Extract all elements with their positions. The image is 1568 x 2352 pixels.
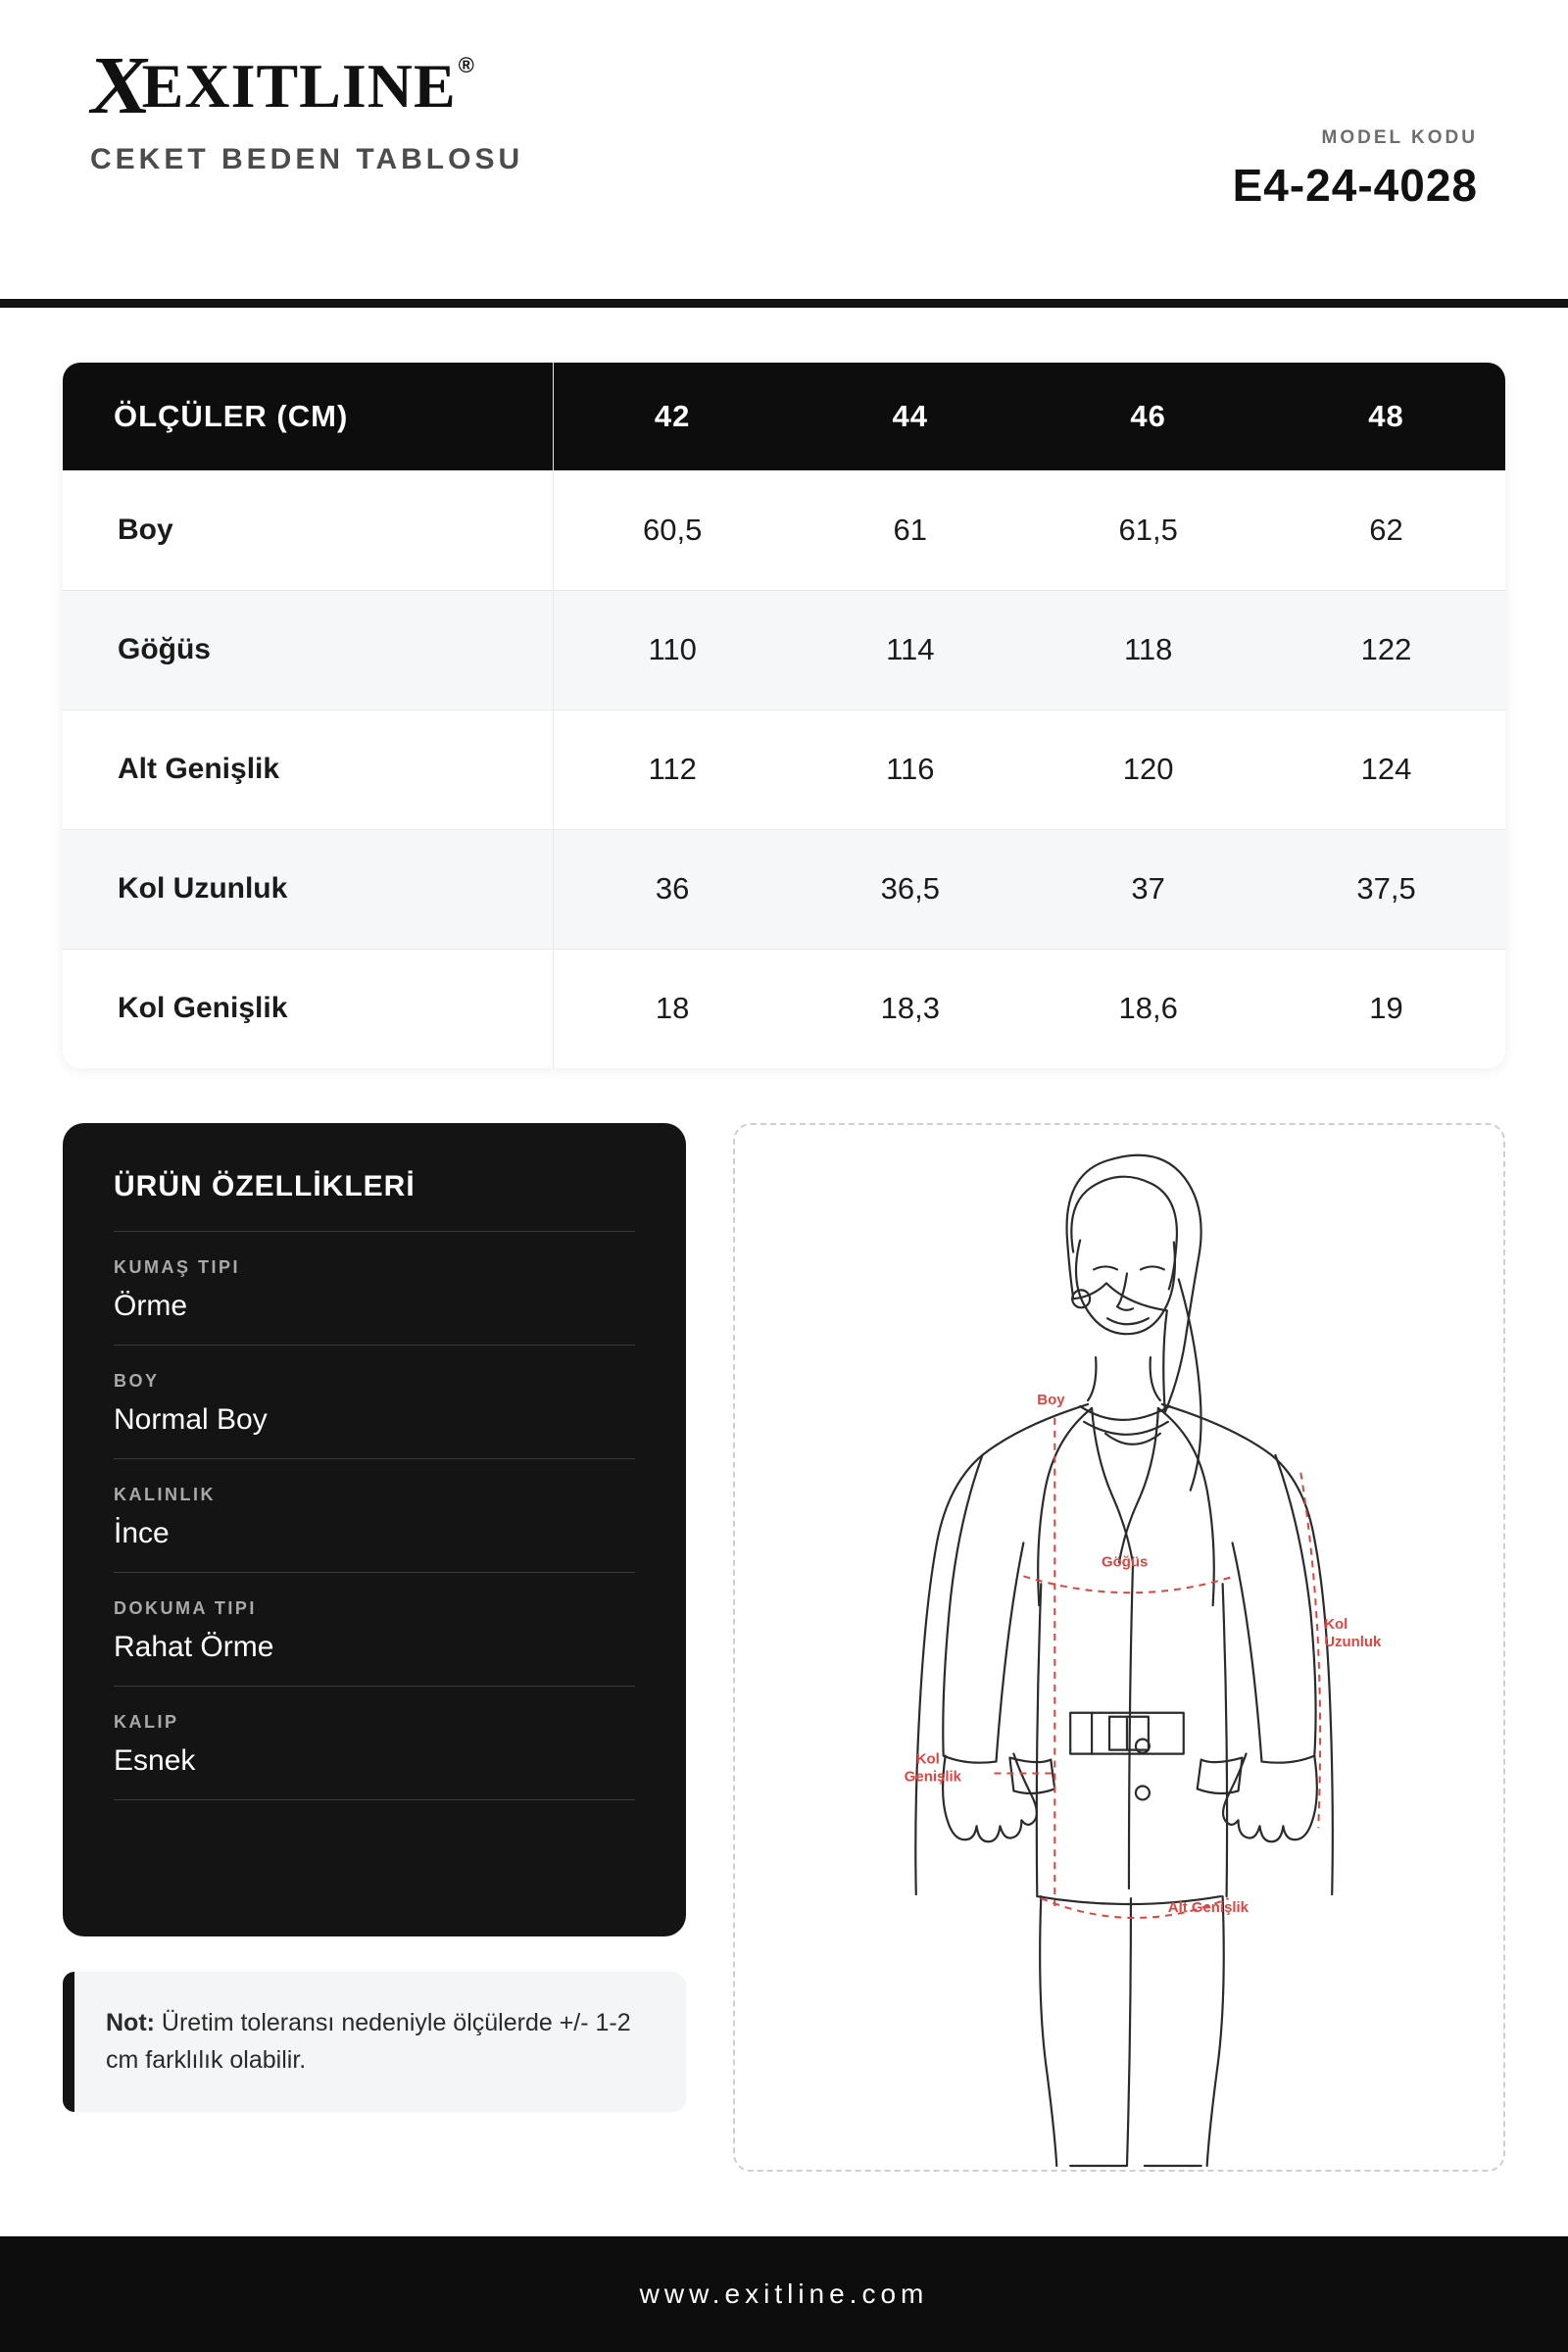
feature-value-weave: Rahat Örme: [114, 1631, 274, 1663]
note-body: Üretim toleransı nedeniyle ölçülerde +/- 1-2 cm farklılık olabilir.: [106, 2009, 631, 2074]
column-header-42: 42: [553, 363, 791, 470]
feature-value-fit: Esnek: [114, 1744, 196, 1777]
feature-value-length: Normal Boy: [114, 1403, 268, 1436]
jacket-measurement-diagram: [735, 1125, 1503, 2170]
registered-trademark-icon: ®: [458, 53, 474, 77]
cell-alt-genislik-42: 112: [553, 710, 791, 829]
note-text: [106, 2005, 647, 2079]
row-label-kol-uzunluk: Kol Uzunluk: [63, 829, 553, 949]
logo-wordmark: EXITLINE: [141, 51, 457, 121]
size-table: [63, 363, 1505, 1068]
row-label-gogus: Göğüs: [63, 590, 553, 710]
column-header-48: 48: [1267, 363, 1505, 470]
note-box: [63, 1972, 686, 2112]
label-kol-uzunluk-1: Kol: [1324, 1616, 1348, 1634]
table-header-row: [63, 363, 1505, 470]
label-kol-genislik-2: Genişlik: [904, 1768, 961, 1786]
logo-x-mark: X: [85, 40, 153, 131]
cell-kol-genislik-46: 18,6: [1029, 949, 1267, 1068]
label-alt-genislik: Alt Genişlik: [1167, 1898, 1250, 1916]
website-url: www.exitline.com: [639, 2278, 929, 2309]
row-label-boy: Boy: [63, 470, 553, 590]
page-title: CEKET BEDEN TABLOSU: [90, 143, 524, 175]
model-block: [1233, 127, 1478, 212]
feature-label-weave: DOKUMA TIPI: [114, 1598, 257, 1618]
cell-gogus-42: 110: [553, 590, 791, 710]
cell-kol-uzunluk-46: 37: [1029, 829, 1267, 949]
features-title: ÜRÜN ÖZELLİKLERİ: [114, 1170, 635, 1232]
label-boy: Boy: [1037, 1391, 1065, 1408]
table-row: [63, 710, 1505, 829]
feature-item-fabric: [114, 1232, 635, 1346]
cell-gogus-46: 118: [1029, 590, 1267, 710]
cell-gogus-44: 114: [791, 590, 1029, 710]
feature-label-fabric: KUMAŞ TIPI: [114, 1257, 241, 1277]
feature-item-fit: [114, 1687, 635, 1800]
column-header-46: 46: [1029, 363, 1267, 470]
feature-label-fit: KALIP: [114, 1712, 179, 1732]
cell-kol-uzunluk-42: 36: [553, 829, 791, 949]
label-kol-uzunluk-2: Uzunluk: [1324, 1634, 1382, 1651]
cell-kol-genislik-42: 18: [553, 949, 791, 1068]
model-code-value: E4-24-4028: [1232, 160, 1478, 211]
logo: [85, 40, 523, 131]
cell-kol-uzunluk-44: 36,5: [791, 829, 1029, 949]
cell-boy-42: 60,5: [553, 470, 791, 590]
feature-value-thickness: İnce: [114, 1517, 170, 1549]
cell-boy-46: 61,5: [1029, 470, 1267, 590]
column-header-44: 44: [791, 363, 1029, 470]
header-divider: [0, 299, 1568, 308]
row-label-kol-genislik: Kol Genişlik: [63, 949, 553, 1068]
cell-alt-genislik-48: 124: [1267, 710, 1505, 829]
table-row: [63, 470, 1505, 590]
size-table-container: [63, 363, 1505, 1068]
feature-label-thickness: KALINLIK: [114, 1485, 216, 1504]
measurement-illustration: [733, 1123, 1505, 2172]
row-label-alt-genislik: Alt Genişlik: [63, 710, 553, 829]
lower-section: [63, 1123, 1505, 2172]
cell-alt-genislik-46: 120: [1029, 710, 1267, 829]
size-table-body: [63, 470, 1505, 1068]
product-features-card: [63, 1123, 686, 1936]
cell-gogus-48: 122: [1267, 590, 1505, 710]
cell-kol-genislik-48: 19: [1267, 949, 1505, 1068]
model-code-label: MODEL KODU: [1321, 127, 1478, 148]
page-header: [0, 0, 1568, 304]
feature-item-length: [114, 1346, 635, 1459]
note-prefix: Not:: [106, 2009, 155, 2036]
table-row: [63, 829, 1505, 949]
brand-block: [85, 40, 524, 176]
label-gogus: Göğüs: [1102, 1553, 1149, 1571]
label-kol-genislik-1: Kol: [915, 1750, 940, 1768]
cell-kol-uzunluk-48: 37,5: [1267, 829, 1505, 949]
feature-item-weave: [114, 1573, 635, 1687]
feature-value-fabric: Örme: [114, 1290, 187, 1322]
cell-boy-48: 62: [1267, 470, 1505, 590]
table-row: [63, 590, 1505, 710]
page-footer: [0, 2236, 1568, 2352]
cell-boy-44: 61: [791, 470, 1029, 590]
feature-label-length: BOY: [114, 1371, 160, 1391]
cell-alt-genislik-44: 116: [791, 710, 1029, 829]
size-table-head: [63, 363, 1505, 470]
table-row: [63, 949, 1505, 1068]
cell-kol-genislik-44: 18,3: [791, 949, 1029, 1068]
left-column: [63, 1123, 686, 2172]
column-header-measure: ÖLÇÜLER (CM): [63, 363, 553, 470]
feature-item-thickness: [114, 1459, 635, 1573]
